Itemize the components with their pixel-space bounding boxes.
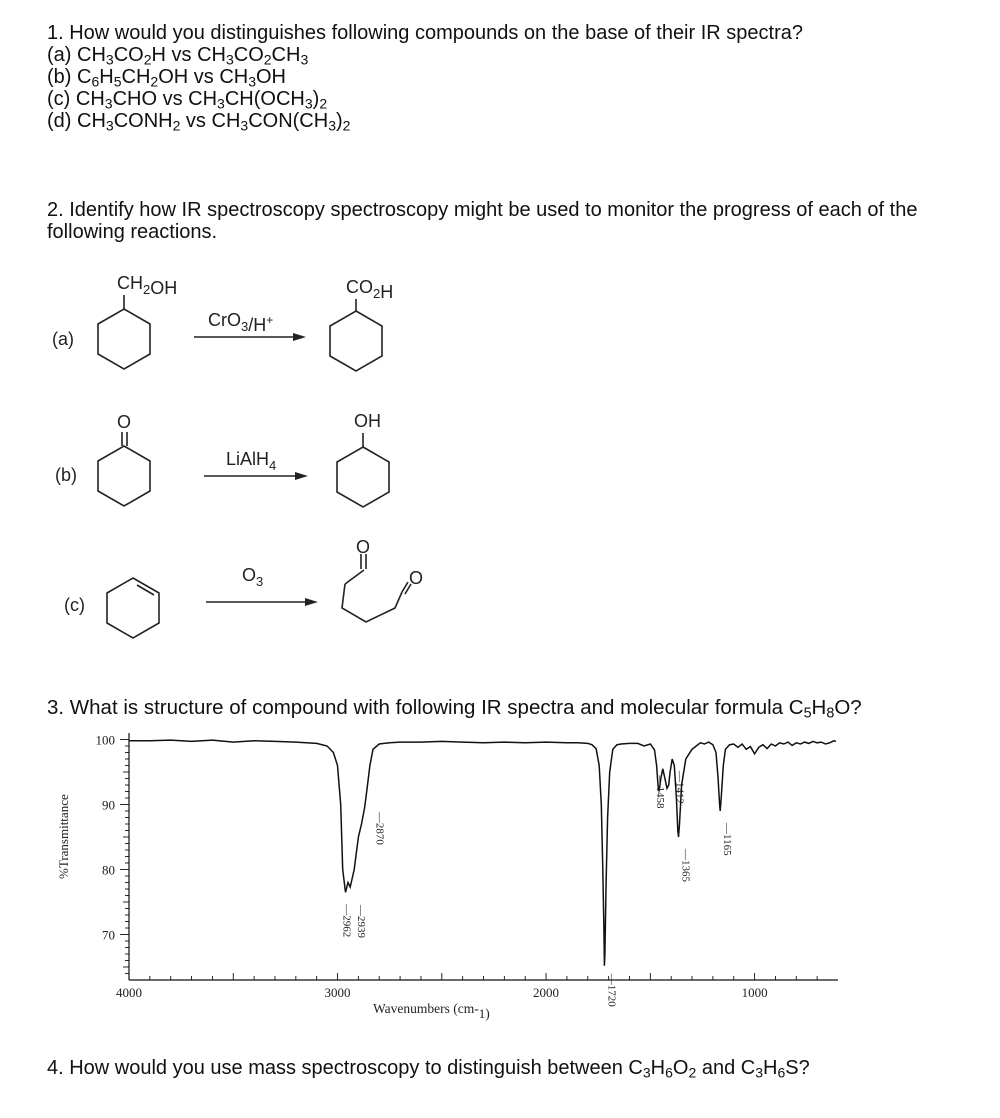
- peak-label: —2870: [373, 811, 386, 845]
- peak-label: —2962: [340, 904, 353, 938]
- peak-label: —2939: [355, 905, 368, 939]
- formula: $C_3H_6O_2$: [628, 1057, 697, 1081]
- formula: $CH_3CON(CH_3)_2$: [211, 110, 351, 134]
- y-axis-label: %Transmittance: [56, 794, 71, 879]
- x-tick-label: 3000: [324, 985, 351, 1000]
- formula: $CH_3CO_2H$: [77, 44, 166, 68]
- question-4-prompt: 4. How would you use mass spectroscopy to distinguish between $C_3H_6O_2$ and $C_3H_6S$?: [47, 1057, 810, 1081]
- reaction-a: [52, 273, 393, 371]
- chart-ticks: [120, 740, 817, 981]
- chart-labels: [96, 733, 768, 1001]
- peak-label: —1720: [605, 973, 618, 1007]
- y-tick-label: 100: [95, 732, 115, 748]
- question-1: [47, 22, 803, 132]
- question-2-prompt: 2. Identify how IR spectroscopy spectroscopy might be used to monitor the progress of each of the following reactions.: [47, 199, 918, 243]
- formula: $C_5H_8O$: [788, 696, 851, 722]
- ir-spectrum-chart: [50, 726, 850, 1026]
- formula: $C_6H_5CH_2OH$: [77, 66, 189, 90]
- question-1-part-c: (c) $CH_3CHO$ vs $CH_3CH(OCH_3)_2$: [47, 88, 328, 112]
- carbon-chain: [342, 584, 402, 622]
- reaction-b: [55, 411, 389, 507]
- reaction-label: (c): [64, 595, 85, 615]
- aldehyde-oxygen: O: [356, 537, 371, 557]
- cyclohexanol-ring: [337, 447, 389, 507]
- x-axis-label: Wavenumbers (cm-1): [373, 1001, 490, 1021]
- reactant-substituent: $CH_2OH$: [117, 273, 178, 298]
- double-bond: [137, 585, 154, 595]
- peak-label: —1165: [721, 822, 734, 856]
- question-1-part-b: (b) $C_6H_5CH_2OH$ vs $CH_3OH$: [47, 66, 286, 90]
- peak-label: —1412: [673, 770, 686, 804]
- reaction-label: (b): [55, 465, 77, 485]
- peak-annotations: [341, 770, 734, 1007]
- reagent-label: CrO$_3$/H+: [208, 310, 274, 335]
- question-1-prompt: 1. How would you distinguishes following compounds on the base of their IR spectra?: [47, 22, 803, 44]
- formula: $CH_3CHO$: [75, 88, 158, 112]
- chart-frame: [129, 733, 838, 980]
- y-tick-label: 80: [102, 862, 115, 878]
- aldehyde-bond: [345, 570, 364, 584]
- question-2: [47, 199, 987, 243]
- arrow-head: [295, 472, 308, 480]
- question-1-part-d: (d) $CH_3CONH_2$ vs $CH_3CON(CH_3)_2$: [47, 110, 351, 134]
- reaction-c: [64, 537, 423, 638]
- question-3: [47, 696, 862, 722]
- peak-label: —1365: [679, 848, 692, 882]
- y-tick-label: 70: [102, 927, 115, 943]
- formula: $C_3H_6S$: [740, 1057, 799, 1081]
- formula: $CH_3OH$: [219, 66, 286, 90]
- arrow-head: [293, 333, 306, 341]
- aldehyde-oxygen: O: [409, 568, 424, 588]
- cyclohexene-ring: [107, 578, 159, 638]
- reaction-label: (a): [52, 329, 74, 349]
- x-tick-label: 4000: [116, 985, 142, 1000]
- hydroxyl-group: OH: [354, 411, 381, 431]
- formula: $CH_3CH(OCH_3)_2$: [188, 88, 328, 112]
- y-tick-label: 90: [102, 797, 115, 813]
- x-tick-label: 2000: [533, 985, 560, 1000]
- cyclohexanone-ring: [98, 446, 150, 506]
- formula: $CH_3CO_2CH_3$: [197, 44, 309, 68]
- peak-label: —1458: [654, 775, 667, 809]
- question-3-prompt: 3. What is structure of compound with following IR spectra and molecular formula $C_5H_8O$?: [47, 696, 862, 722]
- question-1-part-a: (a) $CH_3CO_2H$ vs $CH_3CO_2CH_3$: [47, 44, 309, 68]
- carbonyl-oxygen: O: [117, 412, 132, 432]
- reaction-schemes: [0, 265, 1000, 695]
- formula: $CH_3CONH_2$: [77, 110, 181, 134]
- cyclohexane-ring: [98, 309, 150, 369]
- product-substituent: $CO_2H$: [346, 277, 394, 302]
- cyclohexane-ring: [330, 311, 382, 371]
- question-4: [47, 1057, 810, 1079]
- reagent-label: $O_3$: [242, 565, 264, 589]
- x-tick-label: 1000: [741, 985, 768, 1000]
- reagent-label: LiAlH$_4$: [226, 449, 277, 473]
- arrow-head: [305, 598, 318, 606]
